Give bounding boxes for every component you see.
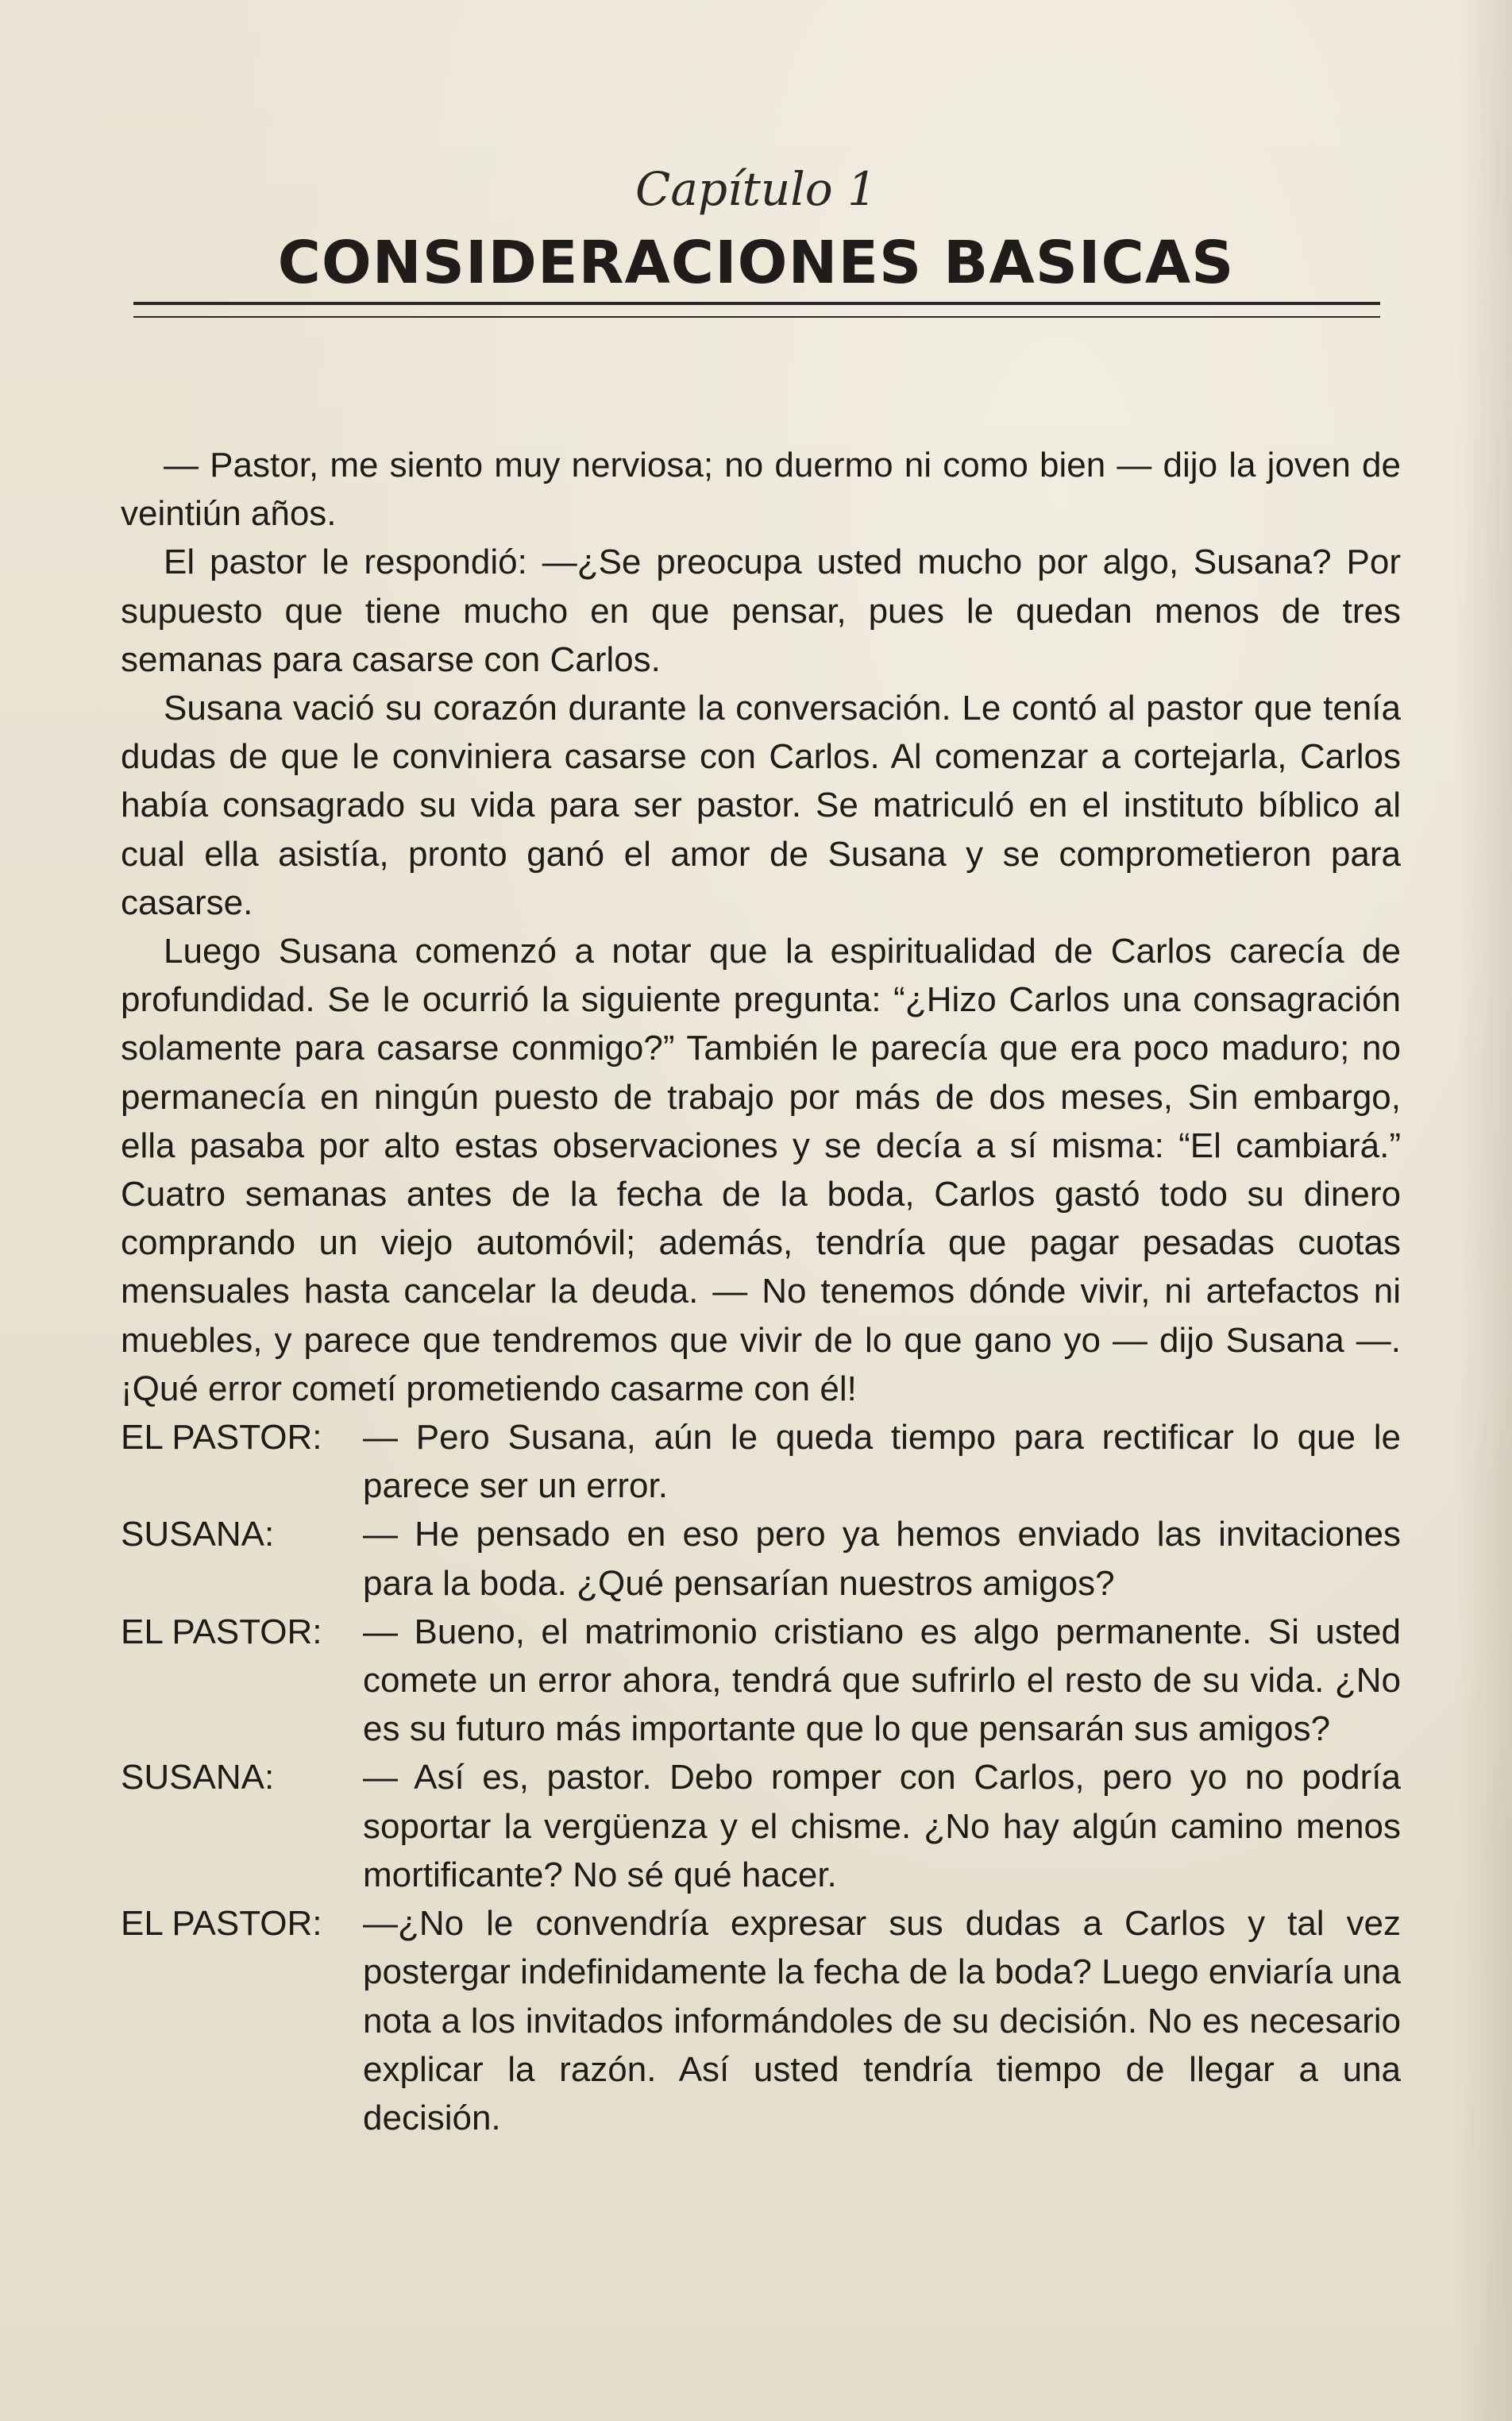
paragraph-3: Susana vació su corazón durante la conversación. Le contó al pastor que tenía dudas de que le conviniera casarse con Carlos. Al comenzar a cortejarla, Carlos había consagrado su vida para ser pastor. Se matriculó en el instituto bíblico al cual ella asistía, pronto ganó el amor de Susana y se comprometieron para casarse.	[121, 689, 1401, 922]
title-rule-thick	[133, 302, 1380, 305]
speech-text: — Pero Susana, aún le queda tiempo para rectificar lo que le parece ser un error.	[363, 1418, 1401, 1506]
page-edge-shadow	[1456, 0, 1512, 2421]
paragraph-2: El pastor le respondió: —¿Se preocupa usted mucho por algo, Susana? Por supuesto que tiene mucho en que pensar, pues le quedan menos de tres semanas para casarse con Carlos.	[121, 543, 1401, 679]
title-rule-thin	[133, 316, 1380, 318]
paragraph-4: Luego Susana comenzó a notar que la espiritualidad de Carlos carecía de profundidad. Se le ocurrió la siguiente pregunta: “¿Hizo Carlos una consagración solamente para casarse conmigo?” También le parecía que era poco maduro; no permanecía en ningún puesto de trabajo por más de dos meses, Sin embargo, ella pasaba por alto estas observaciones y se decía a sí misma: “El cambiará.” Cuatro semanas antes de la fecha de la boda, Carlos gastó todo su dinero comprando un viejo automóvil; además, tendría que pagar pesadas cuotas mensuales hasta cancelar la deuda. — No tenemos dónde vivir, ni artefactos ni muebles, y parece que tendremos que vivir de lo que gano yo — dijo Susana —. ¡Qué error cometí prometiendo casarme con él!	[121, 932, 1401, 1408]
speaker-label: EL PASTOR:	[121, 1418, 322, 1458]
chapter-title: CONSIDERACIONES BASICAS	[277, 229, 1235, 297]
speaker-label: SUSANA:	[121, 1515, 275, 1554]
body-text	[121, 441, 1401, 2142]
chapter-label: Capítulo 1	[634, 162, 878, 216]
dialogue-line-1	[121, 1413, 1401, 1510]
speaker-label: EL PASTOR:	[121, 1904, 322, 1944]
speech-text: — He pensado en eso pero ya hemos enviado las invitaciones para la boda. ¿Qué pensarían nuestros amigos?	[363, 1515, 1401, 1603]
speech-text: — Así es, pastor. Debo romper con Carlos, pero yo no podría soportar la vergüenza y el chisme. ¿No hay algún camino menos mortificante? No sé qué hacer.	[363, 1758, 1401, 1894]
dialogue-line-5	[121, 1899, 1401, 2142]
speech-text: —¿No le convendría expresar sus dudas a Carlos y tal vez postergar indefinidamente la fecha de la boda? Luego enviaría una nota a los invitados informándoles de su decisión. No es necesario explicar la razón. Así usted tendría tiempo de llegar a una decisión.	[363, 1904, 1401, 2137]
dialogue-line-4	[121, 1753, 1401, 1899]
dialogue-line-2	[121, 1510, 1401, 1607]
speech-text: — Bueno, el matrimonio cristiano es algo permanente. Si usted comete un error ahora, tendrá que sufrirlo el resto de su vida. ¿No es su futuro más importante que lo que pensarán sus amigos?	[363, 1612, 1401, 1749]
speaker-label: SUSANA:	[121, 1758, 275, 1797]
speaker-label: EL PASTOR:	[121, 1612, 322, 1651]
dialogue-line-3	[121, 1608, 1401, 1754]
paragraph-1: — Pastor, me siento muy nerviosa; no duermo ni como bien — dijo la joven de veintiún años.	[121, 446, 1401, 534]
